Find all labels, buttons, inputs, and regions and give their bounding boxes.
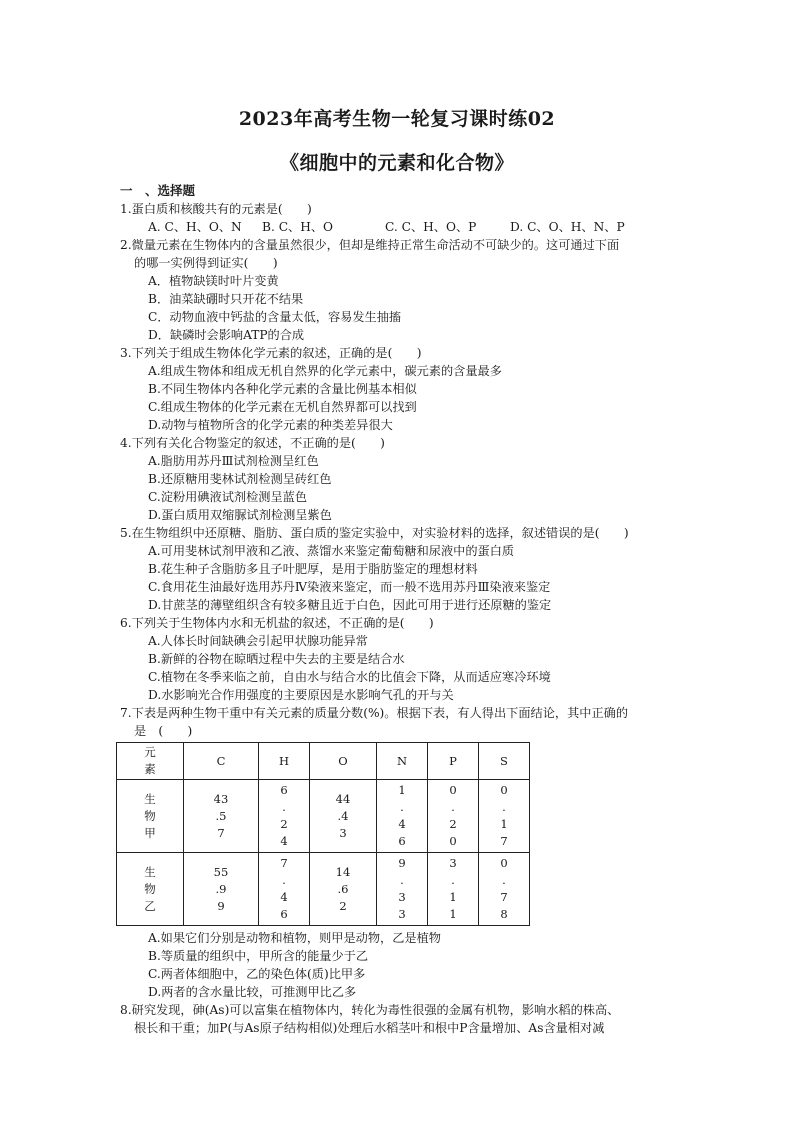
question-2-option-a: A．植物缺镁时叶片变黄 [148,274,279,288]
question-4-stem: 4.下列有关化合物鉴定的叙述，不正确的是( ) [120,436,385,450]
question-5-option-d: D.甘蔗茎的薄壁组织含有较多糖且近于白色，因此可用于进行还原糖的鉴定 [148,598,552,612]
question-5-option-c: C.食用花生油最好选用苏丹Ⅳ染液来鉴定，而一般不选用苏丹Ⅲ染液来鉴定 [148,580,551,594]
question-7-option-b: B.等质量的组织中，甲所含的能量少于乙 [148,949,369,963]
question-6-option-d: D.水影响光合作用强度的主要原因是水影响气孔的开与关 [148,688,454,702]
section-heading: 一 、选择题 [120,183,196,198]
doc-subtitle: 《细胞中的元素和化合物》 [279,152,514,174]
question-1-stem: 1.蛋白质和核酸共有的元素是( ) [120,202,312,216]
question-7-stem-line-2: 是 ( ) [134,724,193,738]
question-3-stem: 3.下列关于组成生物体化学元素的叙述，正确的是( ) [120,346,422,360]
table-cell: 43 .5 7 [184,780,259,853]
table-row [117,780,530,853]
question-2-stem-line-2: 的哪一实例得到证实( ) [134,256,278,270]
question-6-option-c: C.植物在冬季来临之前，自由水与结合水的比值会下降，从而适应寒冷环境 [148,670,551,684]
question-4-option-b: B.还原糖用斐林试剂检测呈砖红色 [148,472,332,486]
table-cell: 44 .4 3 [310,780,377,853]
question-1-option-a: A. C、H、O、N [148,220,242,234]
question-4-option-d: D.蛋白质用双缩脲试剂检测呈紫色 [148,508,332,522]
question-3-option-b: B.不同生物体内各种化学元素的含量比例基本相似 [148,382,417,396]
table-cell: 55 .9 9 [184,853,259,926]
question-5-option-a: A.可用斐林试剂甲液和乙液、蒸馏水来鉴定葡萄糖和尿液中的蛋白质 [148,544,515,558]
question-6-option-a: A.人体长时间缺碘会引起甲状腺功能异常 [148,634,368,648]
question-3-option-c: C.组成生物体的化学元素在无机自然界都可以找到 [148,400,417,414]
question-2-option-c: C．动物血液中钙盐的含量太低，容易发生抽搐 [148,310,402,324]
table-cell: 7 . 4 6 [259,853,310,926]
table-header-cell: 元 素 [117,743,184,780]
doc-title: 2023年高考生物一轮复习课时练02 [238,108,556,130]
table-header-cell: S [479,743,530,780]
table-cell: 1 . 4 6 [377,780,428,853]
table-header-cell: C [184,743,259,780]
table-header-row [117,743,530,780]
question-2-option-b: B．油菜缺硼时只开花不结果 [148,292,304,306]
question-3-option-d: D.动物与植物所含的化学元素的种类差异很大 [148,418,393,432]
table-cell: 3 . 1 1 [428,853,479,926]
question-2-stem-line-1: 2.微量元素在生物体内的含量虽然很少，但却是维持正常生命活动不可缺少的。这可通过下面 [120,238,620,252]
question-6-option-b: B.新鲜的谷物在晾晒过程中失去的主要是结合水 [148,652,405,666]
table-cell: 0 . 1 7 [479,780,530,853]
table-header-cell: H [259,743,310,780]
table-cell: 14 .6 2 [310,853,377,926]
question-3-option-a: A.组成生物体和组成无机自然界的化学元素中，碳元素的含量最多 [148,364,502,378]
question-5-stem: 5.在生物组织中还原糖、脂肪、蛋白质的鉴定实验中，对实验材料的选择，叙述错误的是( ) [120,526,629,540]
question-8-stem-line-2: 根长和干重；加P(与As原子结构相似)处理后水稻茎叶和根中P含量增加、As含量相对减 [134,1021,605,1035]
question-6-stem: 6.下列关于生物体内水和无机盐的叙述，不正确的是( ) [120,616,434,630]
table-header-cell: P [428,743,479,780]
question-8-stem-line-1: 8.研究发现，砷(As)可以富集在植物体内，转化为毒性很强的金属有机物，影响水稻的株高、 [120,1003,620,1017]
question-7-option-d: D.两者的含水量比较，可推测甲比乙多 [148,985,357,999]
table-header-cell: N [377,743,428,780]
question-4-option-a: A.脂肪用苏丹Ⅲ试剂检测呈红色 [148,454,319,468]
table-cell: 生 物 乙 [117,853,184,926]
question-7-option-a: A.如果它们分别是动物和植物，则甲是动物，乙是植物 [148,931,441,945]
question-1-option-c: C. C、H、O、P [385,220,477,234]
question-1-option-b: B. C、H、O [262,220,334,234]
table-cell: 9 . 3 3 [377,853,428,926]
table-cell: 6 . 2 4 [259,780,310,853]
element-mass-table [116,742,530,926]
question-5-option-b: B.花生种子含脂肪多且子叶肥厚，是用于脂肪鉴定的理想材料 [148,562,478,576]
question-7-option-c: C.两者体细胞中，乙的染色体(质)比甲多 [148,967,366,981]
question-2-option-d: D．缺磷时会影响ATP的合成 [148,328,305,342]
table-cell: 0 . 2 0 [428,780,479,853]
question-7-stem-line-1: 7.下表是两种生物干重中有关元素的质量分数(%)。根据下表，有人得出下面结论，其中正确的 [120,706,629,720]
table-cell: 0 . 7 8 [479,853,530,926]
question-4-option-c: C.淀粉用碘液试剂检测呈蓝色 [148,490,308,504]
table-header-cell: O [310,743,377,780]
table-row [117,853,530,926]
table-cell: 生 物 甲 [117,780,184,853]
question-1-option-d: D. C、O、H、N、P [510,220,625,234]
